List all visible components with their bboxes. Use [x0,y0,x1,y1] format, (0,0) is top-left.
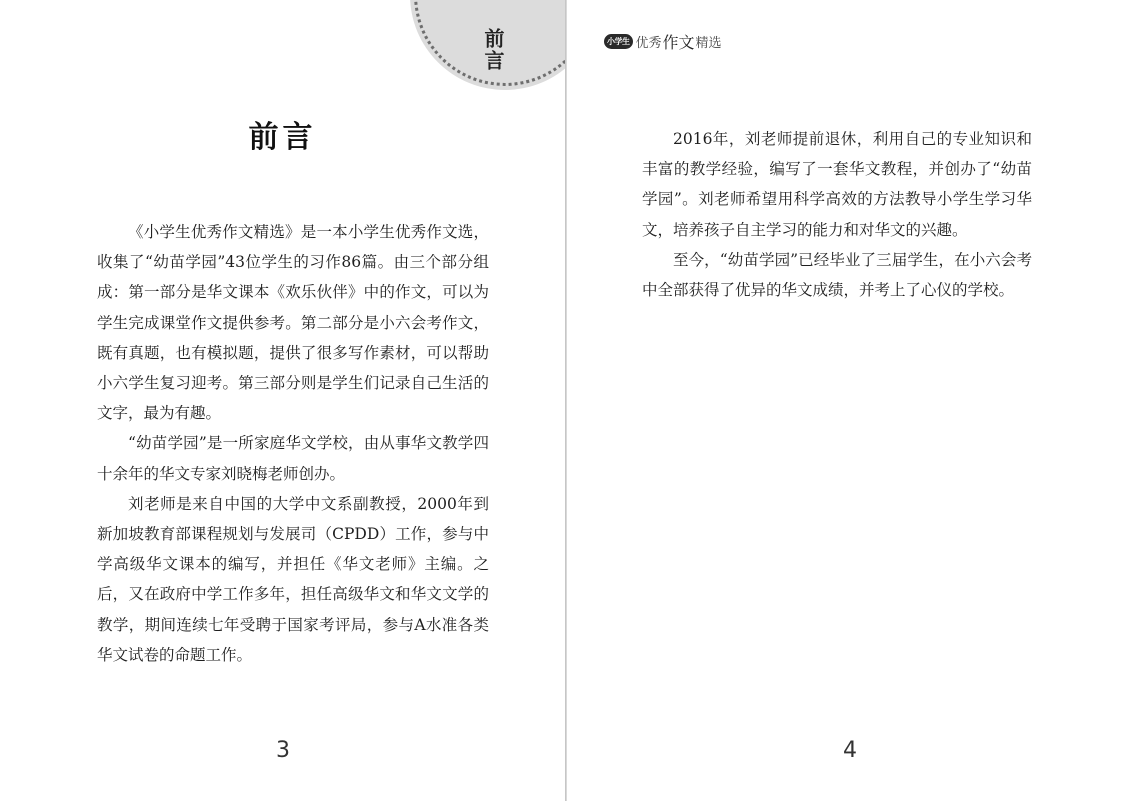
paragraph: “幼苗学园”是一所家庭华文学校，由从事华文教学四十余年的华文专家刘晓梅老师创办。 [97,434,489,483]
left-page [0,0,565,801]
paragraph: 2016年，刘老师提前退休，利用自己的专业知识和丰富的教学经验，编写了一套华文教程，并创办了“幼苗学园”。刘老师希望用科学高效的方法教导小学生学习华文，培养孩子自主学习的能力和对华文的兴趣。 [642,130,1032,239]
running-header [604,30,722,53]
header-badge: 小学生 [604,34,633,49]
paragraph: 《小学生优秀作文精选》是一本小学生优秀作文选，收集了“幼苗学园”43位学生的习作86篇。由三个部分组成：第一部分是华文课本《欢乐伙伴》中的作文，可以为学生完成课堂作文提供参考。第二部分是小六会考作文，既有真题，也有模拟题，提供了很多写作素材，可以帮助小六学生复习迎考。第三部分则是学生们记录自己生活的文字，最为有趣。 [97,223,489,423]
page-number: 4 [843,738,857,763]
page-title: 前言 [248,120,317,155]
section-tab-label: 前言 [481,28,505,72]
header-text-part1: 优秀 [635,36,662,51]
paragraph: 至今，“幼苗学园”已经毕业了三届学生，在小六会考中全部获得了优异的华文成绩，并考上了心仪的学校。 [642,250,1032,300]
right-body-text [642,124,1032,305]
page-number: 3 [276,738,290,763]
left-body-text [97,217,489,670]
book-spine [565,0,567,801]
header-text-part2: 作文 [662,33,695,52]
paragraph: 刘老师是来自中国的大学中文系副教授，2000年到新加坡教育部课程规划与发展司（CPDD）工作，参与中学高级华文课本的编写，并担任《华文老师》主编。之后，又在政府中学工作多年，担任高级华文和华文文学的教学，期间连续七年受聘于国家考评局，参与A水准各类华文试卷的命题工作。 [97,494,489,664]
header-text-part3: 精选 [695,36,722,51]
